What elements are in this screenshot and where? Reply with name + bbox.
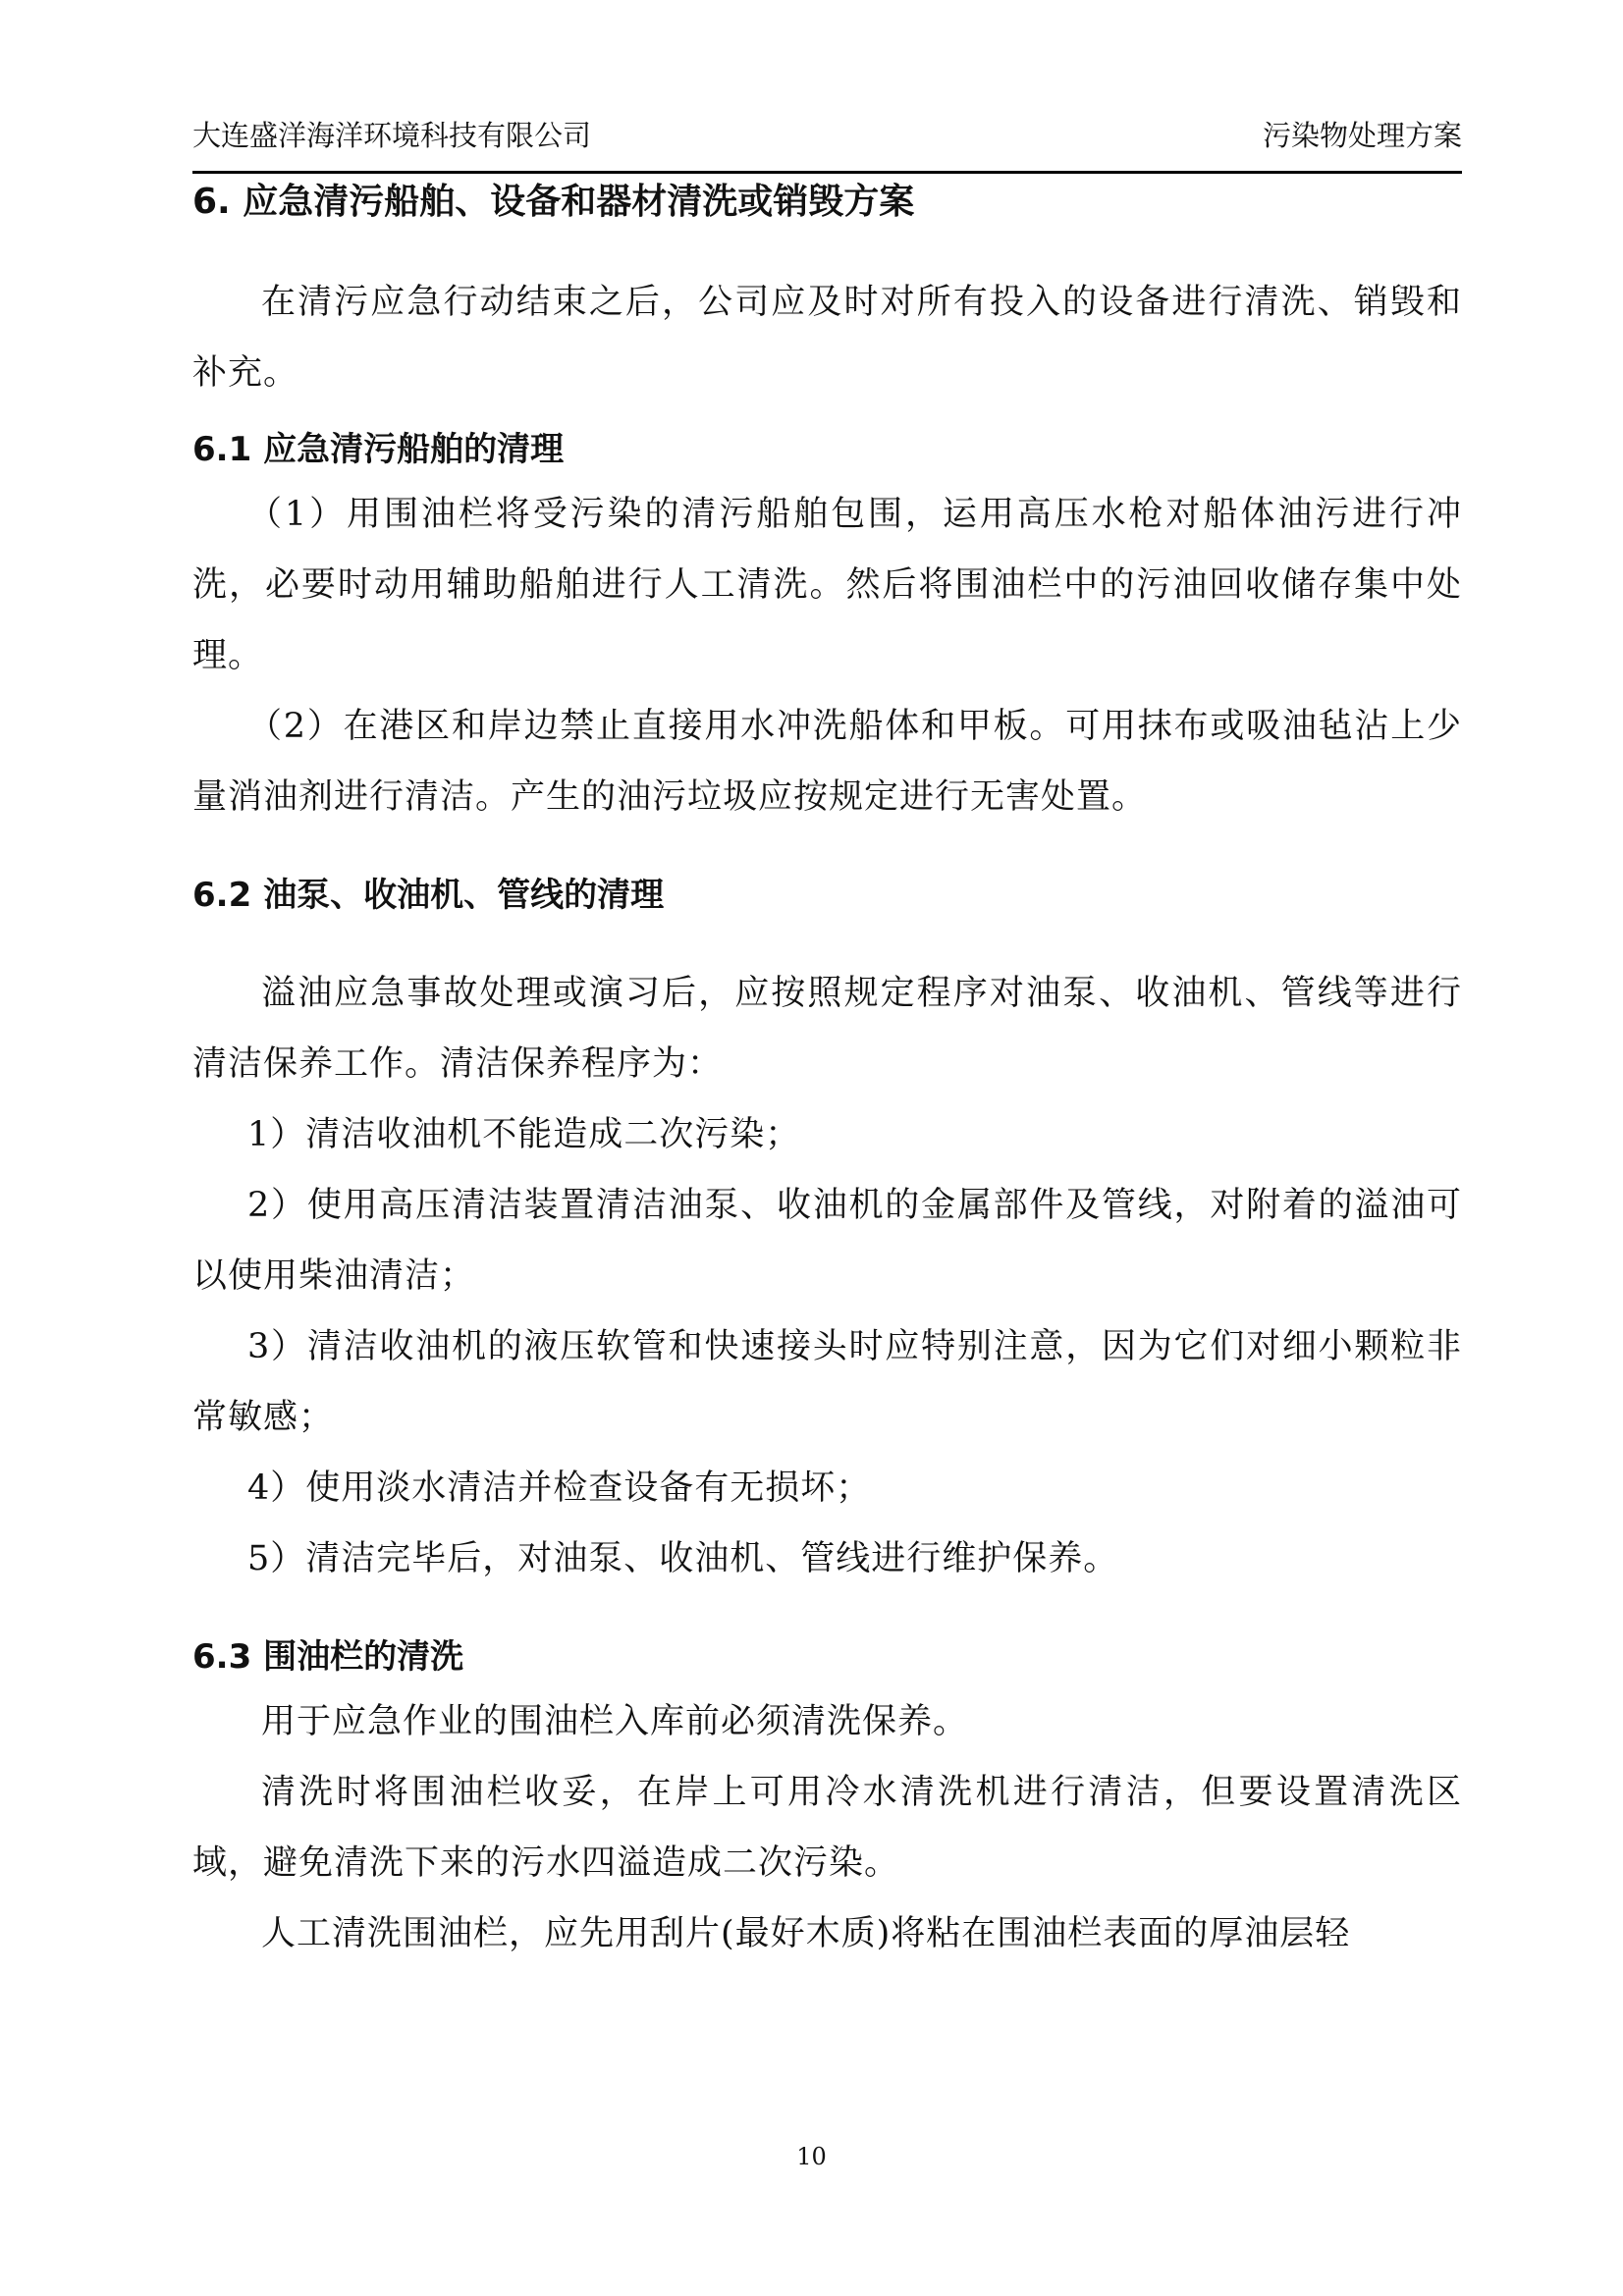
page-number: 10 bbox=[796, 2143, 827, 2170]
section-6-1-item-2: （2）在港区和岸边禁止直接用水冲洗船体和甲板。可用抹布或吸油毡沾上少量消油剂进行清洁。产生的油污垃圾应按规定进行无害处置。 bbox=[192, 707, 1462, 817]
section-6-3-heading: 6.3 围油栏的清洗 bbox=[192, 1637, 464, 1677]
section-6-3-paragraph-3: 人工清洗围油栏，应先用刮片(最好木质)将粘在围油栏表面的厚油层轻 bbox=[261, 1914, 1351, 1953]
section-6-2-step-4: 4）使用淡水清洁并检查设备有无损坏； bbox=[247, 1468, 872, 1508]
section-6-heading: 6. 应急清污船舶、设备和器材清洗或销毁方案 bbox=[192, 182, 915, 222]
section-6-2-step-1: 1）清洁收油机不能造成二次污染； bbox=[247, 1115, 801, 1154]
section-6-1-item-1: （1）用围油栏将受污染的清污船舶包围，运用高压水枪对船体油污进行冲洗，必要时动用辅助船舶进行人工清洗。然后将围油栏中的污油回收储存集中处理。 bbox=[192, 495, 1462, 675]
header-document-title: 污染物处理方案 bbox=[1262, 119, 1462, 152]
page-header bbox=[192, 110, 1462, 169]
section-6-1-heading: 6.1 应急清污船舶的清理 bbox=[192, 430, 565, 469]
page-body bbox=[192, 173, 1462, 1969]
section-6-intro: 在清污应急行动结束之后，公司应及时对所有投入的设备进行清洗、销毁和补充。 bbox=[192, 283, 1462, 393]
section-6-2-step-5: 5）清洁完毕后，对油泵、收油机、管线进行维护保养。 bbox=[247, 1539, 1119, 1578]
section-6-2-step-2: 2）使用高压清洁装置清洁油泵、收油机的金属部件及管线，对附着的溢油可以使用柴油清洁； bbox=[192, 1186, 1462, 1296]
section-6-3-paragraph-1: 用于应急作业的围油栏入库前必须清洗保养。 bbox=[261, 1702, 969, 1741]
section-6-2-intro: 溢油应急事故处理或演习后，应按照规定程序对油泵、收油机、管线等进行清洁保养工作。清洁保养程序为： bbox=[192, 974, 1462, 1084]
header-company-name: 大连盛洋海洋环境科技有限公司 bbox=[192, 119, 592, 152]
section-6-2-step-3: 3）清洁收油机的液压软管和快速接头时应特别注意，因为它们对细小颗粒非常敏感； bbox=[192, 1327, 1462, 1437]
section-6-2-heading: 6.2 油泵、收油机、管线的清理 bbox=[192, 876, 665, 915]
section-6-3-paragraph-2: 清洗时将围油栏收妥，在岸上可用冷水清洗机进行清洁，但要设置清洗区域，避免清洗下来的污水四溢造成二次污染。 bbox=[192, 1773, 1462, 1883]
